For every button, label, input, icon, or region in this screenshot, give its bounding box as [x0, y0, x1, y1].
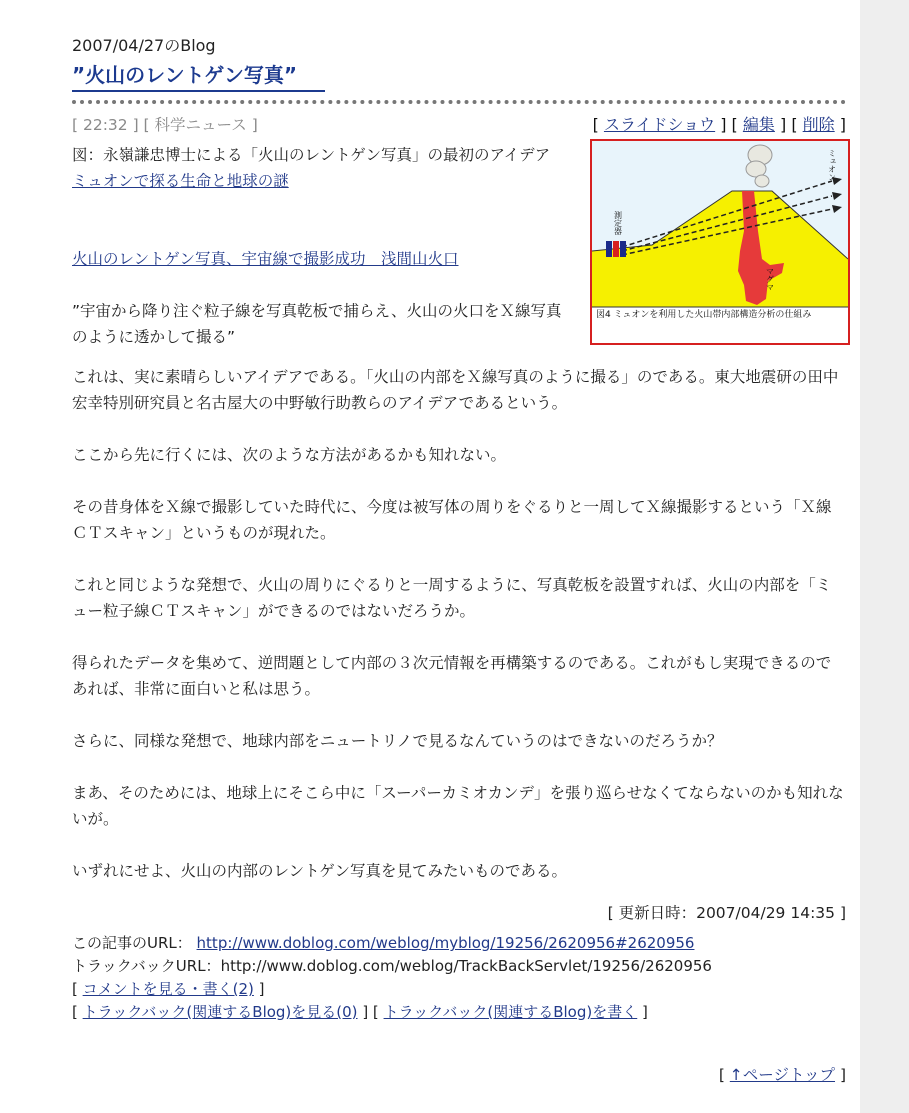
body-paragraph: いずれにせよ、火山の内部のレントゲン写真を見てみたいものである。: [72, 862, 567, 880]
page-top-link[interactable]: ↑ページトップ: [729, 1066, 836, 1084]
trackback-url-row: [72, 955, 846, 978]
news-article-link[interactable]: 火山のレントゲン写真、宇宙線で撮影成功 浅間山火口: [72, 250, 459, 268]
article-url-link[interactable]: http://www.doblog.com/weblog/myblog/19256/2620956#2620956: [196, 934, 695, 952]
entry-time: 22:32: [82, 116, 128, 134]
article-url-row: [72, 932, 846, 955]
entry-meta: [72, 112, 846, 138]
body-paragraph: まあ、そのためには、地球上にそこら中に「スーパーカミオカンデ」を張り巡らせなくてならないのかも知れないが。: [72, 784, 844, 828]
entry-footer: [72, 932, 846, 1024]
trackback-view-link[interactable]: トラックバック(関連するBlog)を見る(0): [82, 1003, 358, 1021]
blog-entry: [72, 30, 846, 1088]
updated-label: 更新日時：: [618, 904, 697, 922]
volcano-muon-figure: [590, 139, 850, 345]
page-top: [ ↑ページトップ ]: [718, 1066, 846, 1084]
updated-date: [ 更新日時：2007/04/29 14:35 ]: [607, 904, 846, 922]
trackback-url-value: http://www.doblog.com/weblog/TrackBackServlet/19256/2620956: [220, 957, 712, 975]
article-url-label: この記事のURL：: [72, 934, 192, 952]
trackback-links-row: [ トラックバック(関連するBlog)を見る(0) ] [ トラックバック(関連するBlog)を書く ]: [72, 1003, 648, 1021]
entry-title-link[interactable]: ”火山のレントゲン写真”: [72, 60, 325, 92]
title-divider: [72, 100, 846, 104]
volcano-diagram-icon: [592, 141, 848, 343]
comments-link[interactable]: コメントを見る・書く(2): [82, 980, 254, 998]
delete-link[interactable]: 削除: [802, 115, 835, 134]
magma-label: マグマ: [765, 267, 775, 291]
entry-body: [72, 364, 846, 884]
muon-article-link[interactable]: ミュオンで探る生命と地球の謎: [72, 172, 289, 190]
date-heading: 2007/04/27のBlog: [72, 36, 216, 55]
edit-link[interactable]: 編集: [742, 115, 775, 134]
figure-description: 図：永嶺謙忠博士による「火山のレントゲン写真」の最初のアイデア: [72, 146, 551, 164]
body-paragraph: これは、実に素晴らしいアイデアである。「火山の内部をＸ線写真のように撮る」のである。東大地震研の田中宏幸特別研究員と名古屋大の中野敏行助教らのアイデアであるという。: [72, 368, 839, 412]
updated-value: 2007/04/29 14:35: [696, 904, 836, 922]
muon-label: ミュオン: [827, 149, 837, 181]
trackback-url-label: トラックバックURL：: [72, 957, 221, 975]
entry-meta-info: [ 22:32 ] [ 科学ニュース ]: [72, 116, 258, 134]
entry-actions: [ スライドショウ ] [ 編集 ] [ 削除 ]: [592, 115, 846, 134]
comments-row: [ コメントを見る・書く(2) ]: [72, 980, 265, 998]
entry-category: 科学ニュース: [154, 116, 247, 134]
intro-section: [72, 142, 846, 364]
figure-caption: 図4 ミュオンを利用した火山帯内部構造分析の仕組み: [596, 310, 812, 320]
trackback-write-link[interactable]: トラックバック(関連するBlog)を書く: [383, 1003, 638, 1021]
body-paragraph: ここから先に行くには、次のような方法があるかも知れない。: [72, 446, 507, 464]
slideshow-link[interactable]: スライドショウ: [603, 115, 716, 134]
detector-label: 測定器: [613, 211, 623, 235]
body-paragraph: これと同じような発想で、火山の周りにぐるりと一周するように、写真乾板を設置すれば、火山の内部を「ミュー粒子線ＣＴスキャン」ができるのではないだろうか。: [72, 576, 832, 620]
body-paragraph: 得られたデータを集めて、逆問題として内部の３次元情報を再構築するのである。これがもし実現できるのであれば、非常に面白いと私は思う。: [72, 654, 832, 698]
body-paragraph: その昔身体をＸ線で撮影していた時代に、今度は被写体の周りをぐるりと一周してＸ線撮影するという「Ｘ線ＣＴスキャン」というものが現れた。: [72, 498, 832, 542]
body-paragraph: さらに、同様な発想で、地球内部をニュートリノで見るなんていうのはできないのだろうか？: [72, 732, 723, 750]
news-quote: ”宇宙から降り注ぐ粒子線を写真乾板で捕らえ、火山の火口をＸ線写真のように透かして撮る”: [72, 302, 562, 346]
intro-text: [72, 142, 562, 350]
